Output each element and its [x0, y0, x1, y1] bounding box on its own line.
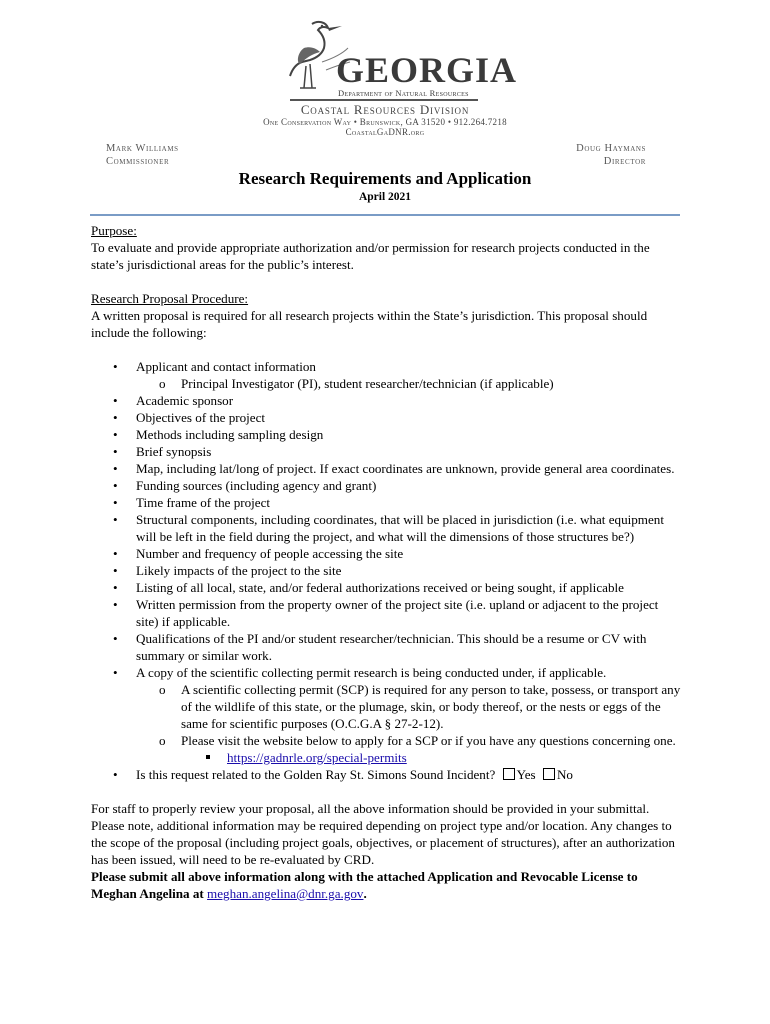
director-name: Doug Haymans	[576, 143, 646, 154]
list-item: • Funding sources (including agency and grant)	[91, 477, 683, 494]
purpose-text: To evaluate and provide appropriate authorization and/or permission for research projects conducted in the state’s jurisdictional areas for the public’s interest.	[91, 240, 650, 272]
submission-instructions: Please submit all above information along with the attached Application and Revocable License to Meghan Angelina at meghan.angelina@dnr.ga.gov.	[91, 869, 638, 901]
list-item: • Qualifications of the PI and/or student researcher/technician. This should be a resume or CV with summary or similar work.	[91, 630, 683, 664]
title-divider	[90, 214, 680, 216]
list-item: • Likely impacts of the project to the site	[91, 562, 683, 579]
no-checkbox[interactable]	[543, 768, 555, 780]
document-title: Research Requirements and Application	[238, 169, 532, 188]
list-item	[91, 766, 683, 783]
closing-paragraph: For staff to properly review your proposal, all the above information should be provided in your submittal. Please note, additional information may be required depending on project type and/or location. Any changes to the scope of the proposal (including project goals, objectives, or placement of structures), after an authorization has been issued, will need to be re-evaluated by CRD.	[91, 801, 675, 867]
list-item: • Listing of all local, state, and/or federal authorizations received or being sought, if applicable	[91, 579, 683, 596]
division-name: Coastal Resources Division	[300, 102, 470, 117]
division-address: One Conservation Way • Brunswick, GA 31520 • 912.264.7218	[263, 117, 507, 127]
procedure-text: A written proposal is required for all research projects within the State’s jurisdiction. This proposal should include the following:	[91, 308, 648, 340]
list-item: • Written permission from the property owner of the project site (i.e. upland or adjacent to the project site) if applicable.	[91, 596, 683, 630]
yes-checkbox[interactable]	[503, 768, 515, 780]
list-item: o Please visit the website below to apply for a SCP or if you have any questions concerning one. https://gadnrle.org/special-permits	[136, 732, 683, 766]
letterhead-divider	[290, 99, 478, 101]
director-block	[576, 142, 646, 168]
list-item: • A copy of the scientific collecting permit research is being conducted under, if applicable. o A scientific collecting permit (SCP) is required for any person to take, possess, or transport any of the wildlife of this state, or the plumage, skin, or body thereof, or the nests or eggs of the same for scientific purposes (O.C.G.A § 27-2-12). o Please visit the website below to apply for a SCP or if you have any questions concerning one. https://gadnrle.org/special-permits	[91, 664, 683, 766]
sub-list	[136, 375, 683, 392]
letterhead	[0, 0, 770, 170]
list-item: • Applicant and contact information o Principal Investigator (PI), student researcher/technician (if applicable)	[91, 358, 683, 392]
list-item: • Time frame of the project	[91, 494, 683, 511]
document-date: April 2021	[358, 191, 412, 203]
link-list	[181, 749, 683, 766]
agency-name: GEORGIA	[336, 50, 518, 90]
no-label: No	[556, 767, 573, 782]
list-item: o Principal Investigator (PI), student researcher/technician (if applicable)	[136, 375, 683, 392]
director-title: Director	[603, 156, 646, 167]
purpose-heading: Purpose:	[91, 223, 137, 238]
procedure-heading: Research Proposal Procedure:	[91, 291, 249, 306]
list-item: • Methods including sampling design	[91, 426, 683, 443]
list-item	[181, 749, 683, 766]
sub-list	[136, 681, 683, 766]
special-permits-link[interactable]: https://gadnrle.org/special-permits	[227, 750, 407, 765]
list-item: • Brief synopsis	[91, 443, 683, 460]
list-item: o A scientific collecting permit (SCP) is required for any person to take, possess, or transport any of the wildlife of this state, or the plumage, skin, or body thereof, or the nests or eggs of the same for scientific purposes (O.C.G.A § 27-2-12).	[136, 681, 683, 732]
list-item: • Structural components, including coordinates, that will be placed in jurisdiction (i.e. what equipment will be left in the field during the project, and what will the dimensions of those structures be?)	[91, 511, 683, 545]
list-item: • Objectives of the project	[91, 409, 683, 426]
division-website: CoastalGaDNR.org	[345, 127, 425, 137]
commissioner-name: Mark Williams	[106, 143, 179, 154]
golden-ray-question: Is this request related to the Golden Ray St. Simons Sound Incident?	[136, 767, 496, 782]
list-item: • Map, including lat/long of project. If exact coordinates are unknown, provide general area coordinates.	[91, 460, 683, 477]
list-item: • Academic sponsor	[91, 392, 683, 409]
commissioner-title: Commissioner	[106, 156, 170, 167]
email-link[interactable]: meghan.angelina@dnr.ga.gov	[207, 886, 364, 901]
list-item: • Number and frequency of people accessing the site	[91, 545, 683, 562]
commissioner-block	[106, 142, 179, 168]
yes-label: Yes	[516, 767, 536, 782]
requirements-list	[91, 358, 683, 783]
department-name: Department of Natural Resources	[338, 88, 469, 98]
document-body	[91, 222, 683, 902]
